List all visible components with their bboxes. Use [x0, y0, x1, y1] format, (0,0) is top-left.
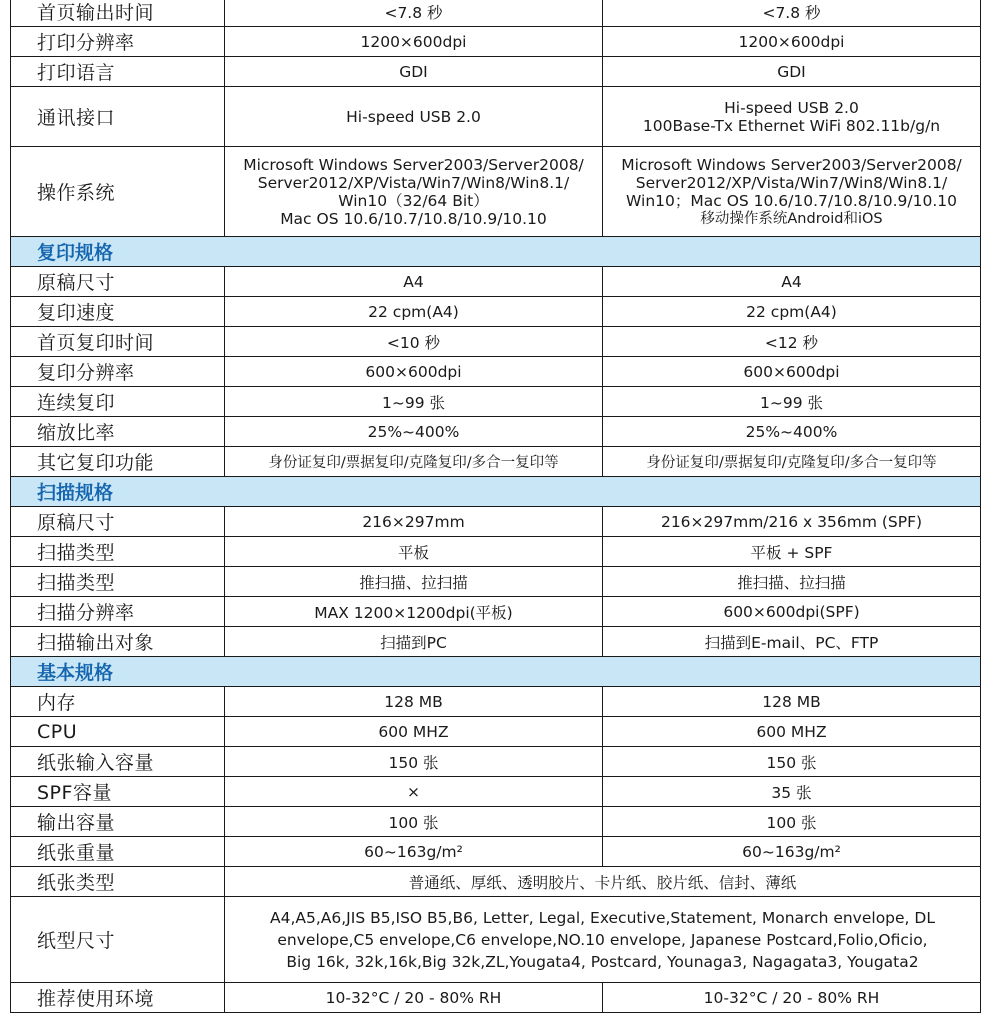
- model-a-value: ×: [225, 777, 603, 807]
- model-a-value: 25%~400%: [225, 417, 603, 447]
- table-row: [11, 747, 981, 777]
- model-b-value: <7.8 秒: [603, 0, 981, 27]
- row-label: 内存: [11, 687, 225, 717]
- row-label: 纸型尺寸: [11, 897, 225, 983]
- row-label: 首页输出时间: [11, 0, 225, 27]
- model-a-value: 平板: [225, 537, 603, 567]
- model-b-value: 35 张: [603, 777, 981, 807]
- row-label: 纸张类型: [11, 867, 225, 897]
- value-line: Microsoft Windows Server2003/Server2008/: [621, 155, 962, 174]
- value-line: Win10；Mac OS 10.6/10.7/10.8/10.9/10.10: [626, 191, 957, 210]
- value-line: Server2012/XP/Vista/Win7/Win8/Win8.1/: [257, 173, 570, 192]
- model-a-value: 1~99 张: [225, 387, 603, 417]
- value-line: Win10（32/64 Bit）: [338, 191, 489, 210]
- row-label: 复印分辨率: [11, 357, 225, 387]
- table-row: [11, 387, 981, 417]
- model-a-value: 600 MHZ: [225, 717, 603, 747]
- spec-table: [10, 0, 981, 1013]
- table-row: [11, 447, 981, 477]
- table-row: [11, 417, 981, 447]
- model-a-value: 216×297mm: [225, 507, 603, 537]
- model-b-value: 1200×600dpi: [603, 27, 981, 57]
- row-label: 打印分辨率: [11, 27, 225, 57]
- section-header-copy: [11, 237, 981, 267]
- model-a-value: GDI: [225, 57, 603, 87]
- merged-value: 普通纸、厚纸、透明胶片、卡片纸、胶片纸、信封、薄纸: [225, 867, 981, 897]
- model-b-value: 10-32°C / 20 - 80% RH: [603, 983, 981, 1013]
- model-b-value: 600×600dpi: [603, 357, 981, 387]
- model-b-value: [603, 87, 981, 147]
- section-header-scan: [11, 477, 981, 507]
- model-b-value: 1~99 张: [603, 387, 981, 417]
- table-row: [11, 983, 981, 1013]
- section-header-basic: [11, 657, 981, 687]
- table-row: [11, 87, 981, 147]
- model-a-value: <7.8 秒: [225, 0, 603, 27]
- value-line: Microsoft Windows Server2003/Server2008/: [243, 155, 584, 174]
- row-label: 操作系统: [11, 147, 225, 237]
- value-line: 100Base-Tx Ethernet WiFi 802.11b/g/n: [642, 116, 941, 135]
- table-row: [11, 567, 981, 597]
- model-b-value: 600 MHZ: [603, 717, 981, 747]
- model-a-value: 150 张: [225, 747, 603, 777]
- row-label: 扫描类型: [11, 537, 225, 567]
- value-line: Big 16k, 32k,16k,Big 32k,ZL,Yougata4, Postcard, Younaga3, Nagagata3, Yougata2: [286, 952, 919, 971]
- model-b-value: 推扫描、拉扫描: [603, 567, 981, 597]
- model-a-value: 100 张: [225, 807, 603, 837]
- row-label: 推荐使用环境: [11, 983, 225, 1013]
- model-a-value: MAX 1200×1200dpi(平板): [225, 597, 603, 627]
- table-row: [11, 507, 981, 537]
- table-row: [11, 357, 981, 387]
- value-line: envelope,C5 envelope,C6 envelope,NO.10 envelope, Japanese Postcard,Folio,Oficio,: [277, 930, 928, 949]
- model-a-value: 22 cpm(A4): [225, 297, 603, 327]
- row-label: 纸张重量: [11, 837, 225, 867]
- row-label: 原稿尺寸: [11, 507, 225, 537]
- model-a-value: 推扫描、拉扫描: [225, 567, 603, 597]
- table-row: [11, 0, 981, 27]
- row-label: 首页复印时间: [11, 327, 225, 357]
- model-a-value: A4: [225, 267, 603, 297]
- row-label: CPU: [11, 717, 225, 747]
- value-line: 移动操作系统Android和iOS: [700, 210, 883, 227]
- model-a-value: <10 秒: [225, 327, 603, 357]
- table-row: [11, 867, 981, 897]
- model-b-value: 128 MB: [603, 687, 981, 717]
- model-b-value: <12 秒: [603, 327, 981, 357]
- model-a-value: 600×600dpi: [225, 357, 603, 387]
- row-label: 扫描类型: [11, 567, 225, 597]
- model-a-value: 60~163g/m²: [225, 837, 603, 867]
- row-label: 复印速度: [11, 297, 225, 327]
- table-row: [11, 147, 981, 237]
- model-b-value: GDI: [603, 57, 981, 87]
- model-b-value: 平板 + SPF: [603, 537, 981, 567]
- table-row: [11, 687, 981, 717]
- row-label: 纸张输入容量: [11, 747, 225, 777]
- table-row: [11, 777, 981, 807]
- value-line: Server2012/XP/Vista/Win7/Win8/Win8.1/: [635, 173, 948, 192]
- model-b-value: 150 张: [603, 747, 981, 777]
- model-b-value: 身份证复印/票据复印/克隆复印/多合一复印等: [603, 447, 981, 477]
- row-label: 通讯接口: [11, 87, 225, 147]
- row-label: 扫描输出对象: [11, 627, 225, 657]
- table-row: [11, 597, 981, 627]
- model-a-value: 身份证复印/票据复印/克隆复印/多合一复印等: [225, 447, 603, 477]
- table-row: [11, 627, 981, 657]
- row-label: 输出容量: [11, 807, 225, 837]
- model-b-value: 216×297mm/216 x 356mm (SPF): [603, 507, 981, 537]
- row-label: 连续复印: [11, 387, 225, 417]
- spec-sheet: [10, 0, 980, 1013]
- table-row: [11, 837, 981, 867]
- model-a-value: [225, 147, 603, 237]
- model-b-value: A4: [603, 267, 981, 297]
- model-b-value: 600×600dpi(SPF): [603, 597, 981, 627]
- table-row: [11, 297, 981, 327]
- table-row: [11, 327, 981, 357]
- model-b-value: 100 张: [603, 807, 981, 837]
- table-row: [11, 897, 981, 983]
- row-label: 打印语言: [11, 57, 225, 87]
- table-row: [11, 57, 981, 87]
- model-b-value: 扫描到E-mail、PC、FTP: [603, 627, 981, 657]
- model-b-value: 25%~400%: [603, 417, 981, 447]
- model-a-value: 128 MB: [225, 687, 603, 717]
- model-b-value: [603, 147, 981, 237]
- row-label: 其它复印功能: [11, 447, 225, 477]
- row-label: 缩放比率: [11, 417, 225, 447]
- model-b-value: 60~163g/m²: [603, 837, 981, 867]
- value-line: A4,A5,A6,JIS B5,ISO B5,B6, Letter, Legal, Executive,Statement, Monarch envelope, DL: [270, 908, 935, 927]
- table-row: [11, 717, 981, 747]
- model-a-value: 1200×600dpi: [225, 27, 603, 57]
- value-line: Hi-speed USB 2.0: [724, 98, 859, 117]
- row-label: SPF容量: [11, 777, 225, 807]
- row-label: 原稿尺寸: [11, 267, 225, 297]
- merged-value: [225, 897, 981, 983]
- section-title: 复印规格: [11, 237, 981, 267]
- row-label: 扫描分辨率: [11, 597, 225, 627]
- model-a-value: Hi-speed USB 2.0: [225, 87, 603, 147]
- model-b-value: 22 cpm(A4): [603, 297, 981, 327]
- table-row: [11, 27, 981, 57]
- table-row: [11, 267, 981, 297]
- table-row: [11, 537, 981, 567]
- section-title: 扫描规格: [11, 477, 981, 507]
- table-row: [11, 807, 981, 837]
- value-line: Mac OS 10.6/10.7/10.8/10.9/10.10: [280, 209, 547, 228]
- model-a-value: 扫描到PC: [225, 627, 603, 657]
- section-title: 基本规格: [11, 657, 981, 687]
- model-a-value: 10-32°C / 20 - 80% RH: [225, 983, 603, 1013]
